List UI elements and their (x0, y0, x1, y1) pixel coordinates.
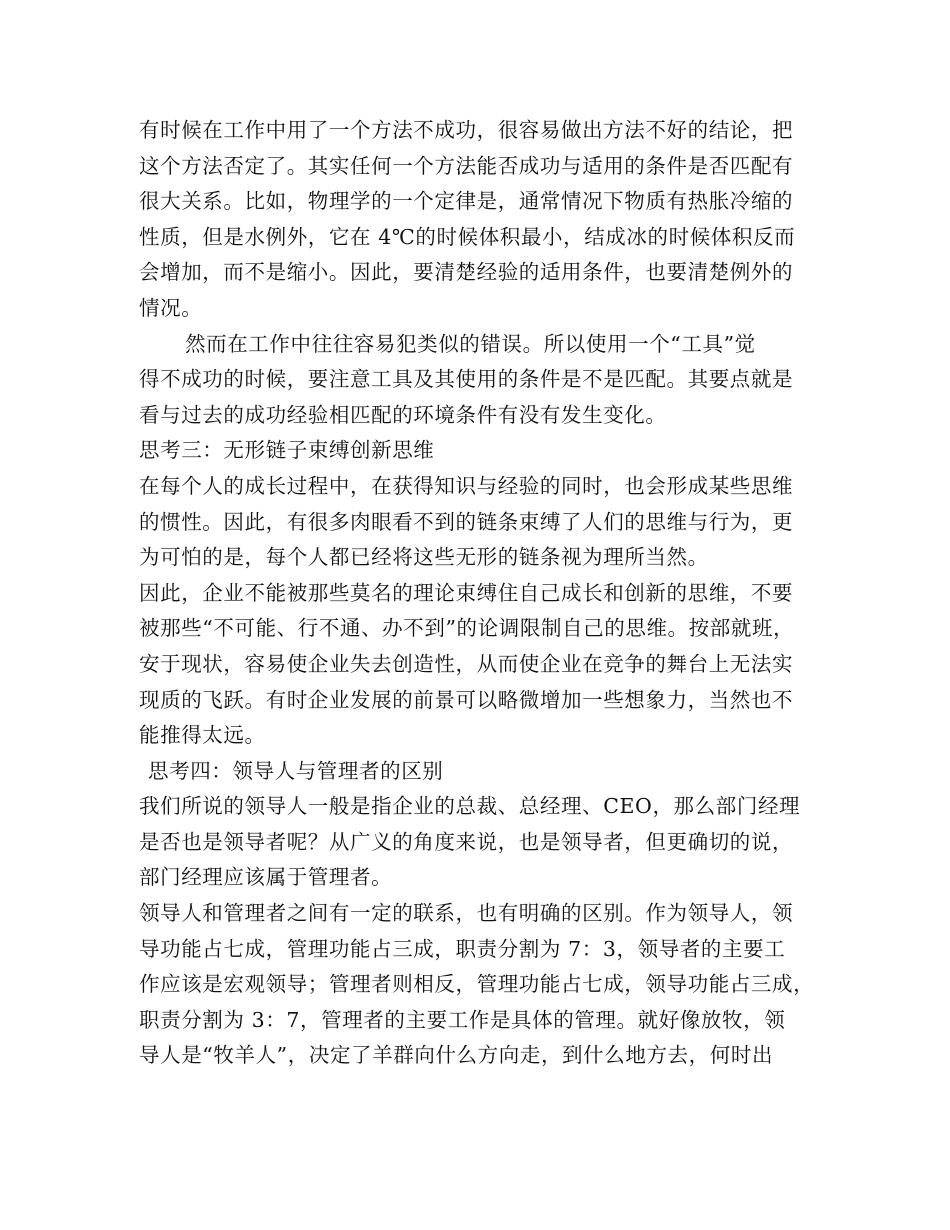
paragraph-line: 性质，但是水例外，它在 4℃的时候体积最小，结成冰的时候体积反而 (139, 224, 796, 249)
section-heading: 思考三：无形链子束缚创新思维 (139, 438, 435, 463)
paragraph-line: 我们所说的领导人一般是指企业的总裁、总经理、CEO，那么部门经理 (139, 794, 801, 819)
paragraph-line: 是否也是领导者呢？从广义的角度来说，也是领导者，但更确切的说， (139, 829, 794, 854)
paragraph-line: 领导人和管理者之间有一定的联系，也有明确的区别。作为领导人，领 (139, 901, 794, 926)
paragraph-line: 有时候在工作中用了一个方法不成功，很容易做出方法不好的结论，把 (139, 118, 794, 142)
paragraph-line: 导人是“牧羊人”，决定了羊群向什么方向走，到什么地方去，何时出 (139, 1043, 774, 1068)
paragraph-line: 这个方法否定了。其实任何一个方法能否成功与适用的条件是否匹配有 (139, 153, 794, 178)
section-heading: 思考四：领导人与管理者的区别 (148, 758, 444, 783)
paragraph-line: 看与过去的成功经验相匹配的环境条件有没有发生变化。 (139, 402, 667, 427)
paragraph-line: 为可怕的是，每个人都已经将这些无形的链条视为理所当然。 (139, 545, 709, 570)
paragraph-line: 会增加，而不是缩小。因此，要清楚经验的适用条件，也要清楚例外的 (139, 260, 794, 285)
paragraph-line: 导功能占七成，管理功能占三成，职责分割为 7：3，领导者的主要工 (139, 936, 786, 961)
paragraph-line: 然而在工作中往往容易犯类似的错误。所以使用一个“工具”觉 (185, 331, 756, 356)
document-body (139, 113, 819, 1074)
paragraph-line: 在每个人的成长过程中，在获得知识与经验的同时，也会形成某些思维 (139, 473, 794, 498)
paragraph-line: 情况。 (139, 295, 203, 320)
paragraph-line: 作应该是宏观领导；管理者则相反，管理功能占七成，领导功能占三成， (139, 972, 815, 997)
paragraph-line: 能推得太远。 (139, 723, 266, 748)
paragraph-line: 得不成功的时候，要注意工具及其使用的条件是不是匹配。其要点就是 (139, 367, 794, 392)
paragraph-line: 的惯性。因此，有很多肉眼看不到的链条束缚了人们的思维与行为，更 (139, 509, 794, 534)
paragraph-line: 现质的飞跃。有时企业发展的前景可以略微增加一些想象力，当然也不 (139, 687, 794, 712)
paragraph-line: 职责分割为 3：7，管理者的主要工作是具体的管理。就好像放牧，领 (139, 1007, 786, 1032)
paragraph-line: 因此，企业不能被那些莫名的理论束缚住自己成长和创新的思维，不要 (139, 580, 794, 605)
paragraph-line: 很大关系。比如，物理学的一个定律是，通常情况下物质有热胀冷缩的 (139, 189, 794, 214)
paragraph-line: 部门经理应该属于管理者。 (139, 865, 393, 890)
paragraph-line: 被那些“不可能、行不通、办不到”的论调限制自己的思维。按部就班， (139, 616, 795, 641)
paragraph-line: 安于现状，容易使企业失去创造性，从而使企业在竞争的舞台上无法实 (139, 651, 794, 676)
